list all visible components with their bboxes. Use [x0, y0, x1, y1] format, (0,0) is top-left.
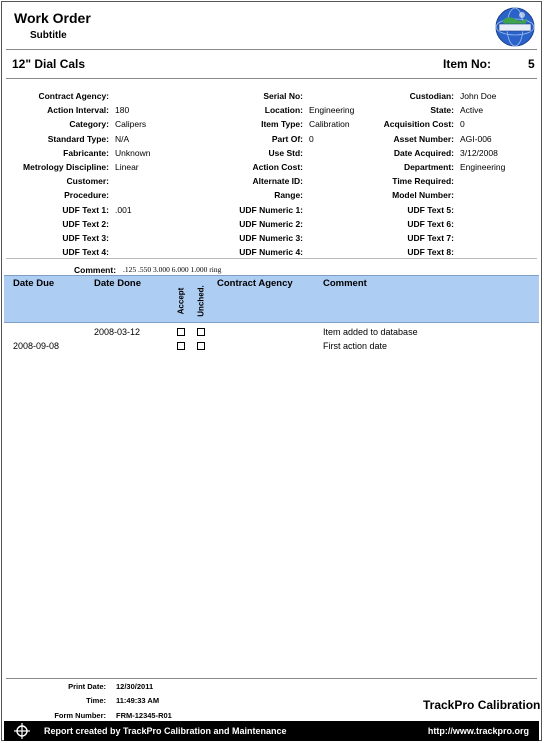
field-label: Date Acquired: [393, 147, 454, 158]
table-header-band [4, 275, 539, 323]
field-label: Item Type: [261, 119, 303, 130]
print-date-value: 12/30/2011 [116, 682, 154, 691]
header-divider [6, 49, 537, 50]
field-value: Calipers [115, 119, 147, 130]
field-label: UDF Text 6: [407, 218, 454, 229]
col-header-contract-agency: Contract Agency [217, 278, 293, 289]
field-row [202, 203, 379, 217]
field-row [358, 231, 536, 245]
field-label: Procedure: [64, 190, 109, 201]
field-row [202, 188, 379, 202]
field-row [358, 160, 536, 174]
field-label: Customer: [66, 176, 109, 187]
field-label: UDF Text 7: [407, 232, 454, 243]
col-header-date-done: Date Done [94, 278, 141, 289]
field-row [202, 117, 379, 131]
field-value: N/A [115, 133, 130, 144]
field-label: Contract Agency: [38, 91, 109, 102]
col-header-accept-text: Accept [176, 287, 186, 315]
field-row [358, 117, 536, 131]
field-label: Use Std: [268, 147, 303, 158]
field-value: 0 [309, 133, 314, 144]
field-row [202, 174, 379, 188]
field-label: Alternate ID: [252, 176, 303, 187]
col-header-date-due: Date Due [13, 278, 55, 289]
work-order-report [1, 1, 542, 741]
field-label: Acquisition Cost: [383, 119, 454, 130]
col-header-unchecked-text: Unched. [196, 285, 206, 317]
item-no-label: Item No: [443, 57, 491, 71]
field-row [202, 217, 379, 231]
field-label: Metrology Discipline: [23, 162, 109, 173]
field-row [358, 217, 536, 231]
fields-column-3 [358, 89, 536, 259]
field-label: UDF Numeric 4: [239, 247, 303, 258]
form-number-label: Form Number: [54, 711, 106, 720]
field-value: John Doe [460, 91, 497, 102]
field-row [202, 103, 379, 117]
field-row [202, 89, 379, 103]
field-label: UDF Text 4: [62, 247, 109, 258]
field-value: AGI-006 [460, 133, 492, 144]
field-row [358, 188, 536, 202]
field-row [202, 146, 379, 160]
field-label: Action Cost: [252, 162, 303, 173]
unchecked-checkbox[interactable] [197, 342, 205, 350]
item-no-value: 5 [528, 57, 535, 71]
field-row [202, 160, 379, 174]
col-header-accept [174, 282, 188, 320]
field-label: UDF Text 3: [62, 232, 109, 243]
field-label: UDF Text 5: [407, 204, 454, 215]
field-value: 180 [115, 105, 130, 116]
field-label: Asset Number: [393, 133, 454, 144]
report-credit: Report created by TrackPro Calibration and Maintenance [44, 726, 287, 736]
field-label: Custodian: [409, 91, 454, 102]
comment-label: Comment: [74, 265, 117, 275]
field-row [358, 103, 536, 117]
time-value: 11:49:33 AM [116, 696, 160, 705]
comment-divider [6, 258, 537, 259]
field-row [358, 89, 536, 103]
field-value: 3/12/2008 [460, 147, 498, 158]
field-label: UDF Text 8: [407, 247, 454, 258]
item-name: 12" Dial Cals [12, 57, 86, 71]
field-label: Department: [403, 162, 454, 173]
field-row [358, 174, 536, 188]
unchecked-checkbox[interactable] [197, 328, 205, 336]
field-row [358, 132, 536, 146]
crosshair-icon [14, 723, 30, 739]
field-value: Active [460, 105, 484, 116]
cell-date-due: 2008-09-08 [13, 341, 60, 351]
col-header-unchecked [194, 282, 208, 320]
field-label: UDF Numeric 2: [239, 218, 303, 229]
field-label: UDF Numeric 1: [239, 204, 303, 215]
action-rows [2, 325, 541, 353]
field-label: Action Interval: [47, 105, 109, 116]
col-header-comment: Comment [323, 278, 367, 289]
item-divider [6, 78, 537, 79]
field-value: Linear [115, 162, 139, 173]
fields-column-2 [202, 89, 379, 259]
footer-bar [4, 721, 539, 741]
field-label: Part Of: [271, 133, 303, 144]
field-row [358, 203, 536, 217]
field-value: Calibration [309, 119, 350, 130]
print-date-label: Print Date: [68, 682, 106, 691]
trackpro-globe-logo-icon [494, 6, 536, 48]
cell-date-done: 2008-03-12 [94, 327, 141, 337]
website-link[interactable]: http://www.trackpro.org [427, 726, 529, 736]
brand-name: TrackPro Calibration [423, 698, 541, 712]
field-row [202, 132, 379, 146]
field-label: State: [430, 105, 454, 116]
field-value: .001 [115, 204, 132, 215]
form-number-value: FRM-12345-R01 [116, 711, 172, 720]
report-subtitle: Subtitle [30, 30, 67, 41]
cell-comment: First action date [323, 341, 388, 351]
field-label: Model Number: [392, 190, 454, 201]
accept-checkbox[interactable] [177, 328, 185, 336]
field-row [202, 231, 379, 245]
field-label: Fabricante: [63, 147, 109, 158]
field-label: Location: [264, 105, 303, 116]
time-label: Time: [86, 696, 106, 705]
report-title: Work Order [14, 10, 91, 26]
field-value: Unknown [115, 147, 151, 158]
comment-value: .125 .550 3.000 6.000 1.000 ring [123, 265, 222, 274]
field-label: UDF Numeric 3: [239, 232, 303, 243]
table-row [2, 339, 541, 353]
field-label: Time Required: [392, 176, 454, 187]
field-row [358, 146, 536, 160]
field-value: Engineering [460, 162, 506, 173]
field-label: UDF Text 1: [62, 204, 109, 215]
cell-comment: Item added to database [323, 327, 418, 337]
table-row [2, 325, 541, 339]
field-label: Serial No: [263, 91, 303, 102]
field-label: Range: [274, 190, 303, 201]
field-label: Standard Type: [47, 133, 109, 144]
accept-checkbox[interactable] [177, 342, 185, 350]
field-label: Category: [69, 119, 109, 130]
field-value: 0 [460, 119, 465, 130]
field-value: Engineering [309, 105, 355, 116]
field-label: UDF Text 2: [62, 218, 109, 229]
footer-divider [6, 678, 537, 679]
